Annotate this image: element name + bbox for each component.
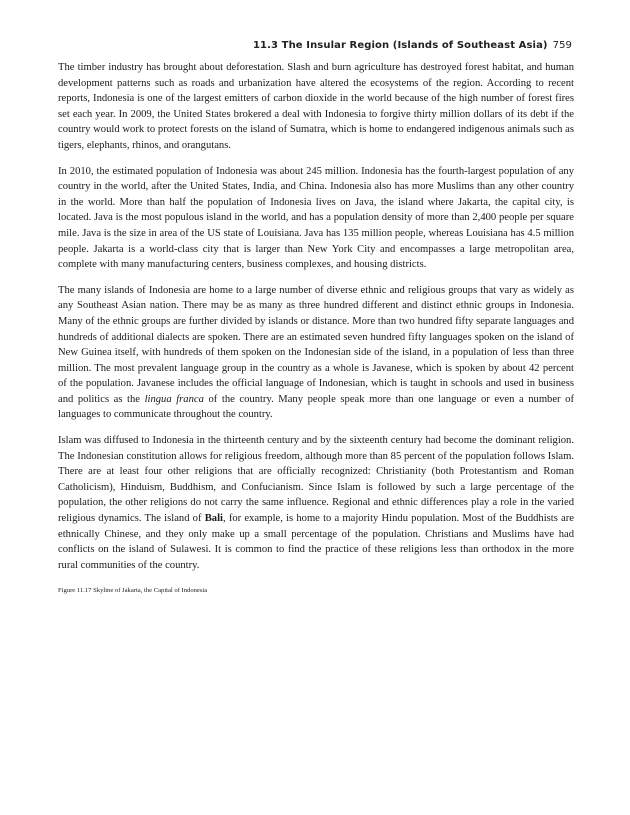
paragraph-text: , for example, is home to a majority Hindu population. Most of the Buddhists are ethnically Chinese, and they only make up a small percentage of the population. Christians and Muslims have had conflicts on the island of Sulawesi. It is common to find the practice of these religions less than orthodox in the more rural communities of the country. bbox=[58, 513, 574, 571]
running-header bbox=[253, 40, 572, 51]
paragraph-religion bbox=[58, 433, 574, 573]
paragraph-population: In 2010, the estimated population of Indonesia was about 245 million. Indonesia has the fourth-largest population of any country in the world, after the United States, India, and China. Indonesia also has more Muslims than any other country in the world. More than half the population of Indonesia lives on Java, the island where Jakarta, the capital city, is located. Java is the most populous island in the world, and has a population density of more than 2,400 people per square mile. Java is the size in area of the US state of Louisiana. Java has 135 million people, whereas Louisiana has 4.5 million people. Jakarta is a world-class city that is larger than New York City and encompasses a large metropolitan area, complete with many manufacturing centers, business complexes, and housing districts. bbox=[58, 165, 574, 271]
bold-term: Bali bbox=[204, 513, 223, 525]
paragraph-deforestation: The timber industry has brought about deforestation. Slash and burn agriculture has destroyed forest habitat, and human development patterns such as roads and urbanization have altered the ecosystems of the region. According to recent reports, Indonesia is one of the largest emitters of carbon dioxide in the world because of the high number of forest fires set each year. In 2009, the United States brokered a deal with Indonesia to forgive thirty million dollars of its debt if the country would work to protect forests on the island of Sumatra, which is home to endangered indigenous animals such as tigers, elephants, rhinos, and orangutans. bbox=[58, 62, 574, 151]
paragraph-text: Islam was diffused to Indonesia in the thirteenth century and by the sixteenth century had become the dominant religion. The Indonesian constitution allows for religious freedom, although more than 85 percent of the population follows Islam. There are at least four other religions that are officially recognized: Christianity (both Protestantism and Roman Catholicism), Hinduism, Buddhism, and Confucianism. Since Islam is followed by such a large percentage of the population, the other religions do not carry the same influence. Regional and ethnic differences play a role in the varied religious dynamics. The island of bbox=[58, 435, 574, 525]
italic-term: lingua franca bbox=[144, 393, 204, 405]
body-text bbox=[58, 60, 574, 599]
figure-caption: Figure 11.17 Skyline of Jakarta, the Capital of Indonesia bbox=[58, 587, 208, 595]
paragraph-text: of the country. Many people speak more than one language or even a number of languages to communicate throughout the country. bbox=[58, 393, 574, 421]
page-number: 759 bbox=[552, 40, 572, 51]
section-title: 11.3 The Insular Region (Islands of Southeast Asia) bbox=[253, 40, 548, 51]
paragraph-ethnic-groups bbox=[58, 283, 574, 423]
paragraph-text: The many islands of Indonesia are home to a large number of diverse ethnic and religious groups that vary as widely as any Southeast Asian nation. There may be as many as three hundred different and distinct ethnic groups in Indonesia. Many of the ethnic groups are further divided by islands or distance. More than two hundred fifty separate languages and hundreds of additional dialects are spoken. There are an estimated seven hundred fifty languages spoken on the island of New Guinea itself, with hundreds of them spoken on the Indonesian side of the island, in a population of less than three million. The most prevalent language group in the country as a whole is Javanese, which is spoken by about 42 percent of the population. Javanese includes the official language of Indonesian, which is taught in schools and used in business and politics as the bbox=[58, 284, 574, 405]
